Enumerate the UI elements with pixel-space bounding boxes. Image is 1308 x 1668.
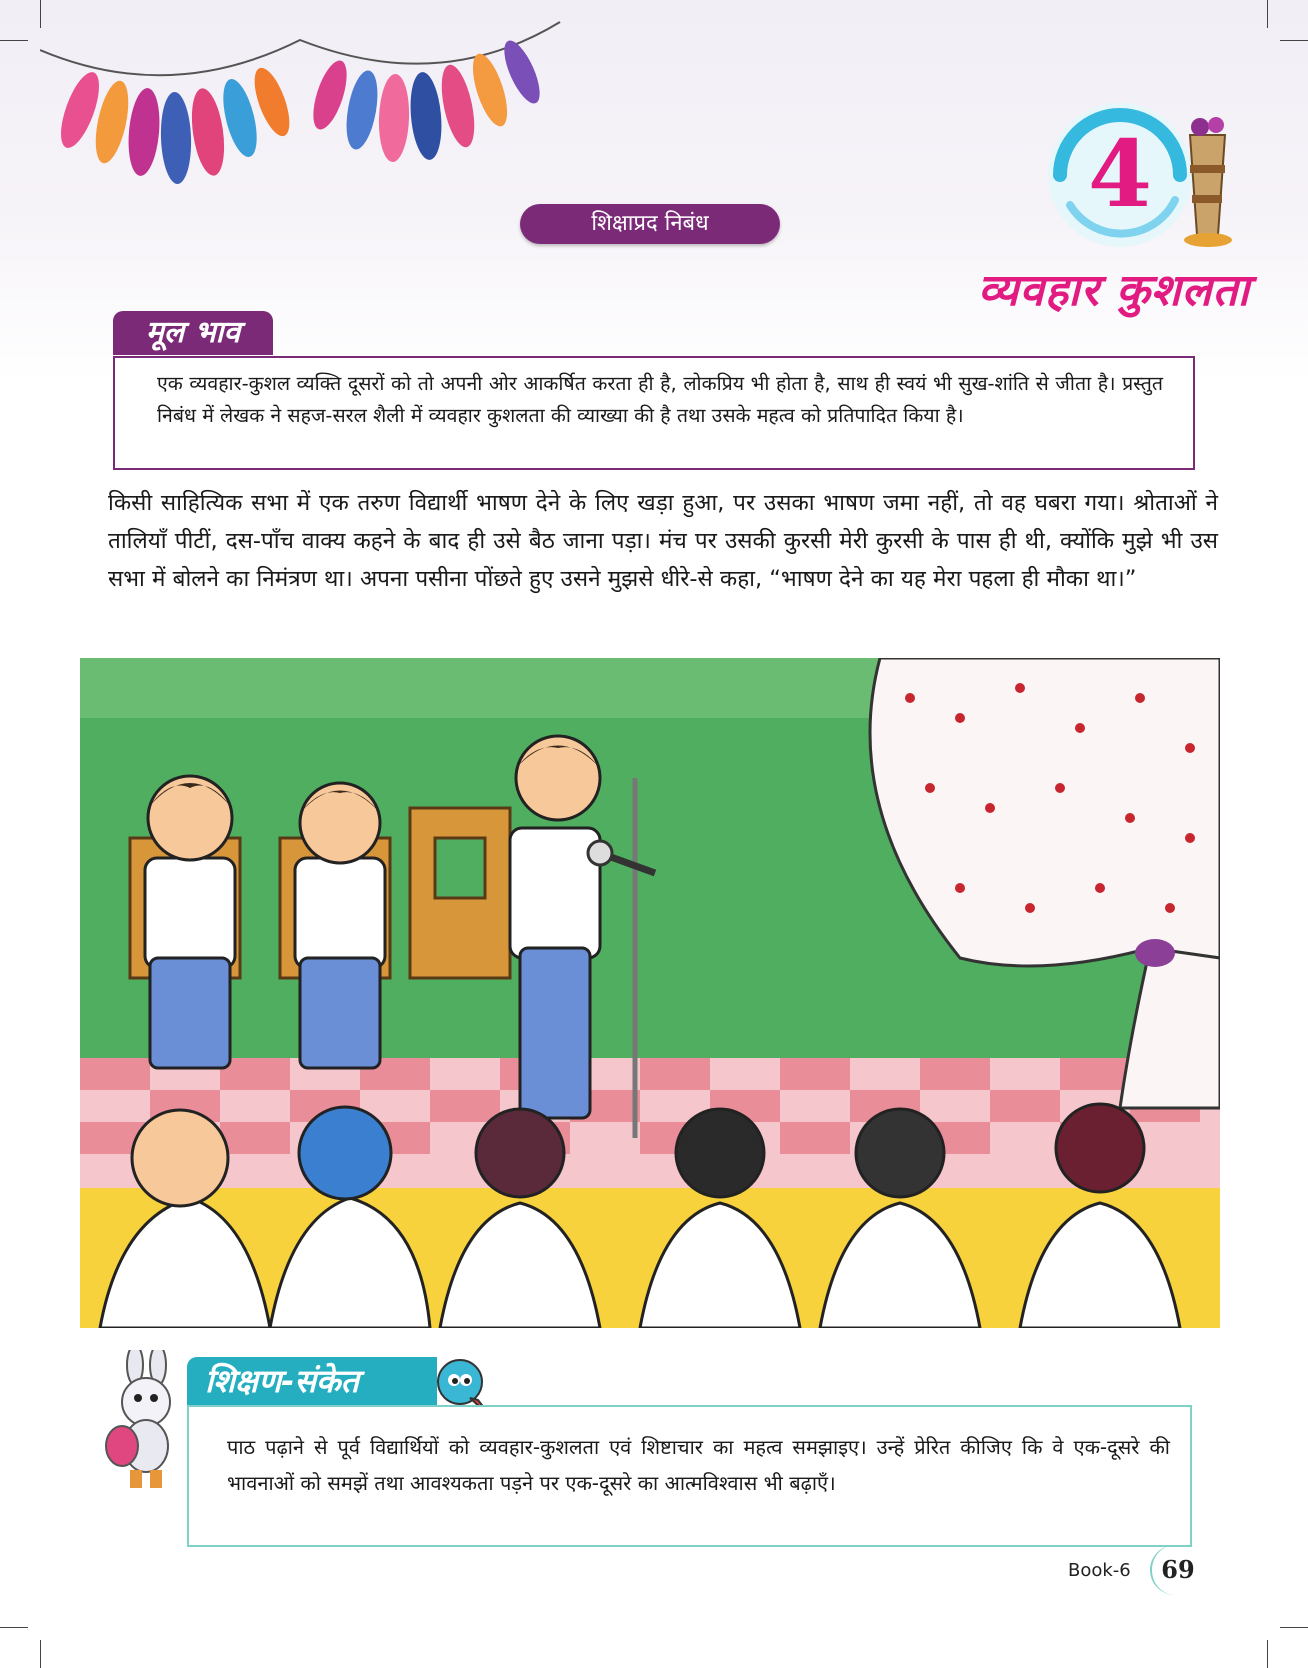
crop-mark — [1280, 1627, 1308, 1628]
mool-bhav-heading: मूल भाव — [113, 311, 273, 355]
crop-mark — [0, 40, 28, 41]
bunny-mascot-illustration — [100, 1350, 190, 1500]
book-label: Book-6 — [1068, 1560, 1131, 1581]
teaching-hint-text: पाठ पढ़ाने से पूर्व विद्यार्थियों को व्यवहार-कुशलता एवं शिष्टाचार का महत्व समझाइए। उन्हें प्रेरित कीजिए कि वे एक-दूसरे की भावनाओं को समझें तथा आवश्यकता पड़ने पर एक-दूसरे का आत्मविश्वास भी बढ़ाएँ। — [227, 1435, 1170, 1495]
chapter-title: व्यवहार कुशलता — [977, 265, 1250, 316]
genre-label: शिक्षाप्रद निबंध — [520, 204, 780, 244]
page-number: 69 — [1150, 1545, 1204, 1595]
feather-garland-illustration — [40, 10, 600, 210]
body-paragraph: किसी साहित्यिक सभा में एक तरुण विद्यार्थी भाषण देने के लिए खड़ा हुआ, पर उसका भाषण जमा नहीं, तो वह घबरा गया। श्रोताओं ने तालियाँ पीटीं, दस-पाँच वाक्य कहने के बाद ही उसे बैठ जाना पड़ा। मंच पर उसकी कुरसी मेरी कुरसी के पास ही थी, क्योंकि मुझे भी उस सभा में बोलने का निमंत्रण था। अपना पसीना पोंछते हुए उसने मुझसे धीरे-से कहा, “भाषण देने का यह मेरा पहला ही मौका था।” — [108, 490, 1218, 592]
crop-mark — [1280, 40, 1308, 41]
crop-mark — [0, 1627, 28, 1628]
stage-speech-illustration — [80, 658, 1220, 1328]
teaching-hint-box — [187, 1405, 1192, 1547]
crop-mark — [1267, 1640, 1268, 1668]
chapter-number: 4 — [1087, 120, 1152, 228]
crop-mark — [40, 1640, 41, 1668]
crop-mark — [1267, 0, 1268, 28]
mool-bhav-text: एक व्यवहार-कुशल व्यक्ति दूसरों को तो अपनी ओर आकर्षित करता ही है, लोकप्रिय भी होता है, साथ ही स्वयं भी सुख-शांति से जीता है। प्रस्तुत निबंध में लेखक ने सहज-सरल शैली में व्यवहार कुशलता की व्याख्या की है तथा उसके महत्व को प्रतिपादित किया है। — [157, 372, 1163, 427]
teaching-hint-heading: शिक्षण-संकेत — [187, 1357, 437, 1405]
mool-bhav-box — [113, 356, 1195, 470]
